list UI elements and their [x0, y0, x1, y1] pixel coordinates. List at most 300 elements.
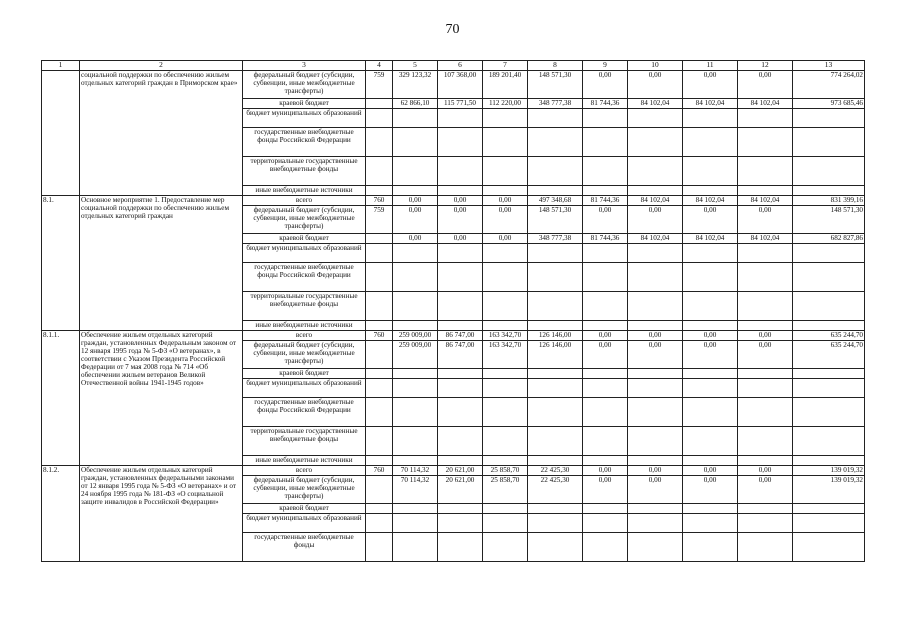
funding-source: краевой бюджет [243, 99, 366, 109]
amount-cell: 0,00 [583, 476, 628, 504]
amount-cell: 0,00 [738, 466, 793, 476]
amount-cell [583, 504, 628, 514]
amount-cell: 0,00 [483, 196, 528, 206]
amount-cell [738, 427, 793, 456]
amount-cell: 0,00 [683, 341, 738, 369]
amount-cell: 84 102,04 [738, 99, 793, 109]
amount-cell: 84 102,04 [683, 196, 738, 206]
header-cell: 8 [528, 61, 583, 71]
funding-source: бюджет муниципальных образований [243, 379, 366, 398]
amount-cell [583, 321, 628, 331]
amount-cell [393, 379, 438, 398]
funding-source: всего [243, 466, 366, 476]
amount-cell [583, 379, 628, 398]
funding-source: территориальные государственные внебюджетные фонды [243, 157, 366, 186]
amount-cell: 86 747,00 [438, 331, 483, 341]
amount-cell [628, 398, 683, 427]
amount-cell: 0,00 [628, 331, 683, 341]
amount-cell [793, 504, 865, 514]
amount-cell [628, 244, 683, 263]
amount-cell: 0,00 [438, 234, 483, 244]
amount-cell [438, 244, 483, 263]
amount-cell: 126 146,00 [528, 341, 583, 369]
amount-cell [528, 427, 583, 456]
amount-cell [683, 398, 738, 427]
amount-cell [438, 263, 483, 292]
amount-cell [528, 244, 583, 263]
page-number: 70 [445, 22, 460, 37]
amount-cell [583, 427, 628, 456]
amount-cell: 148 571,30 [528, 206, 583, 234]
budget-code [366, 456, 393, 466]
amount-cell [438, 292, 483, 321]
budget-code: 760 [366, 196, 393, 206]
amount-cell [793, 157, 865, 186]
amount-cell [393, 263, 438, 292]
amount-cell: 0,00 [628, 71, 683, 99]
budget-code: 760 [366, 466, 393, 476]
amount-cell [628, 128, 683, 157]
amount-cell: 139 019,32 [793, 466, 865, 476]
amount-cell [483, 398, 528, 427]
amount-cell [438, 109, 483, 128]
amount-cell [738, 369, 793, 379]
funding-source: краевой бюджет [243, 234, 366, 244]
amount-cell [583, 109, 628, 128]
budget-code [366, 514, 393, 533]
amount-cell: 0,00 [438, 196, 483, 206]
amount-cell [528, 533, 583, 562]
amount-cell [628, 379, 683, 398]
funding-source: федеральный бюджет (субсидии, субвенции, иные межбюджетные трансферты) [243, 341, 366, 369]
amount-cell [483, 427, 528, 456]
amount-cell [583, 186, 628, 196]
amount-cell [738, 514, 793, 533]
amount-cell [793, 186, 865, 196]
amount-cell [528, 514, 583, 533]
amount-cell: 635 244,70 [793, 331, 865, 341]
amount-cell: 0,00 [683, 206, 738, 234]
amount-cell [393, 321, 438, 331]
amount-cell [583, 128, 628, 157]
amount-cell [793, 514, 865, 533]
table-row [42, 71, 865, 99]
amount-cell [483, 292, 528, 321]
amount-cell [683, 321, 738, 331]
amount-cell [483, 128, 528, 157]
amount-cell: 20 621,00 [438, 466, 483, 476]
amount-cell: 0,00 [438, 206, 483, 234]
amount-cell: 84 102,04 [628, 99, 683, 109]
amount-cell [393, 292, 438, 321]
amount-cell [738, 109, 793, 128]
funding-source: федеральный бюджет (субсидии, субвенции, иные межбюджетные трансферты) [243, 206, 366, 234]
amount-cell: 0,00 [483, 234, 528, 244]
measure-name: Обеспечение жильем отдельных категорий граждан, установленных Федеральным законом от 12 января 1995 года № 5-ФЗ «О ветеранах», в соответствии с Указом Президента Российской Федерации от 7 мая 2008 года № 714 «Об обеспечении жильем ветеранов Великой Отечественной войны 1941-1945 годов» [80, 331, 243, 466]
amount-cell: 86 747,00 [438, 341, 483, 369]
amount-cell [483, 244, 528, 263]
amount-cell [738, 533, 793, 562]
budget-code [366, 128, 393, 157]
amount-cell: 0,00 [393, 234, 438, 244]
amount-cell [628, 427, 683, 456]
funding-source: государственные внебюджетные фонды [243, 533, 366, 562]
amount-cell: 774 264,02 [793, 71, 865, 99]
amount-cell [583, 456, 628, 466]
amount-cell [793, 456, 865, 466]
row-number [42, 71, 80, 196]
amount-cell: 107 368,00 [438, 71, 483, 99]
amount-cell [793, 369, 865, 379]
amount-cell [438, 128, 483, 157]
amount-cell: 973 685,46 [793, 99, 865, 109]
amount-cell [438, 379, 483, 398]
amount-cell: 0,00 [738, 331, 793, 341]
amount-cell: 139 019,32 [793, 476, 865, 504]
amount-cell [393, 369, 438, 379]
amount-cell [528, 456, 583, 466]
amount-cell [793, 292, 865, 321]
amount-cell [483, 321, 528, 331]
amount-cell [528, 186, 583, 196]
amount-cell: 62 866,10 [393, 99, 438, 109]
amount-cell: 0,00 [683, 466, 738, 476]
header-cell: 10 [628, 61, 683, 71]
amount-cell: 148 571,30 [528, 71, 583, 99]
amount-cell [583, 514, 628, 533]
amount-cell [683, 533, 738, 562]
amount-cell: 348 777,38 [528, 99, 583, 109]
amount-cell: 348 777,38 [528, 234, 583, 244]
budget-code [366, 504, 393, 514]
amount-cell [583, 244, 628, 263]
amount-cell: 25 858,70 [483, 476, 528, 504]
budget-table [41, 60, 865, 562]
amount-cell [483, 456, 528, 466]
amount-cell [628, 514, 683, 533]
funding-source: краевой бюджет [243, 369, 366, 379]
amount-cell: 0,00 [483, 206, 528, 234]
budget-code [366, 234, 393, 244]
amount-cell [528, 128, 583, 157]
amount-cell [628, 186, 683, 196]
amount-cell: 112 220,00 [483, 99, 528, 109]
amount-cell: 81 744,36 [583, 99, 628, 109]
amount-cell [528, 292, 583, 321]
amount-cell [393, 504, 438, 514]
amount-cell [683, 369, 738, 379]
amount-cell [683, 244, 738, 263]
amount-cell [528, 321, 583, 331]
header-cell: 11 [683, 61, 738, 71]
amount-cell [683, 514, 738, 533]
amount-cell [683, 109, 738, 128]
budget-code [366, 533, 393, 562]
amount-cell: 0,00 [683, 331, 738, 341]
amount-cell [393, 186, 438, 196]
amount-cell: 0,00 [628, 476, 683, 504]
funding-source: краевой бюджет [243, 504, 366, 514]
amount-cell [628, 321, 683, 331]
measure-name: Основное мероприятие 1. Предоставление мер социальной поддержки по обеспечению жильем отдельных категорий граждан [80, 196, 243, 331]
header-cell: 3 [243, 61, 366, 71]
amount-cell: 0,00 [738, 206, 793, 234]
amount-cell: 0,00 [583, 206, 628, 234]
budget-code [366, 263, 393, 292]
amount-cell [438, 427, 483, 456]
amount-cell [628, 456, 683, 466]
budget-code: 759 [366, 71, 393, 99]
amount-cell: 635 244,70 [793, 341, 865, 369]
funding-source: бюджет муниципальных образований [243, 109, 366, 128]
amount-cell: 25 858,70 [483, 466, 528, 476]
amount-cell [393, 128, 438, 157]
amount-cell [483, 369, 528, 379]
amount-cell: 0,00 [738, 476, 793, 504]
amount-cell [438, 456, 483, 466]
amount-cell: 329 123,32 [393, 71, 438, 99]
amount-cell: 148 571,30 [793, 206, 865, 234]
budget-code [366, 109, 393, 128]
funding-source: государственные внебюджетные фонды Российской Федерации [243, 398, 366, 427]
amount-cell: 259 009,00 [393, 331, 438, 341]
row-number: 8.1.1. [42, 331, 80, 466]
amount-cell: 84 102,04 [738, 234, 793, 244]
amount-cell [628, 109, 683, 128]
amount-cell [483, 263, 528, 292]
header-cell: 1 [42, 61, 80, 71]
amount-cell [483, 186, 528, 196]
measure-name: Обеспечение жильем отдельных категорий граждан, установленных федеральными законами от 12 января 1995 года № 5-ФЗ «О ветеранах» и от 24 ноября 1995 года № 181-ФЗ «О социальной защите инвалидов в Российской Федерации» [80, 466, 243, 562]
amount-cell: 0,00 [393, 206, 438, 234]
amount-cell [528, 109, 583, 128]
measure-name: социальной поддержки по обеспечению жильем отдельных категорий граждан в Приморском крае» [80, 71, 243, 196]
amount-cell [683, 379, 738, 398]
funding-source: иные внебюджетные источники [243, 456, 366, 466]
budget-code [366, 341, 393, 369]
amount-cell: 84 102,04 [628, 196, 683, 206]
amount-cell [438, 369, 483, 379]
amount-cell [393, 244, 438, 263]
amount-cell [528, 157, 583, 186]
amount-cell [738, 157, 793, 186]
amount-cell: 81 744,36 [583, 234, 628, 244]
budget-code [366, 398, 393, 427]
amount-cell: 682 827,86 [793, 234, 865, 244]
budget-code [366, 186, 393, 196]
amount-cell [738, 456, 793, 466]
amount-cell [738, 128, 793, 157]
amount-cell [393, 427, 438, 456]
amount-cell [438, 504, 483, 514]
amount-cell: 0,00 [628, 341, 683, 369]
budget-code [366, 244, 393, 263]
header-cell: 7 [483, 61, 528, 71]
amount-cell: 81 744,36 [583, 196, 628, 206]
amount-cell: 0,00 [583, 466, 628, 476]
amount-cell [528, 263, 583, 292]
amount-cell [583, 369, 628, 379]
amount-cell [583, 157, 628, 186]
amount-cell: 84 102,04 [683, 99, 738, 109]
funding-source: всего [243, 196, 366, 206]
amount-cell [483, 379, 528, 398]
amount-cell [683, 186, 738, 196]
amount-cell [438, 533, 483, 562]
amount-cell [628, 157, 683, 186]
budget-code [366, 157, 393, 186]
amount-cell [393, 533, 438, 562]
funding-source: бюджет муниципальных образований [243, 244, 366, 263]
amount-cell: 0,00 [393, 196, 438, 206]
amount-cell [438, 186, 483, 196]
funding-source: бюджет муниципальных образований [243, 514, 366, 533]
budget-code [366, 379, 393, 398]
amount-cell: 0,00 [583, 71, 628, 99]
amount-cell [683, 292, 738, 321]
table-row [42, 196, 865, 206]
amount-cell [483, 533, 528, 562]
budget-code [366, 476, 393, 504]
header-cell: 4 [366, 61, 393, 71]
amount-cell [793, 109, 865, 128]
row-number: 8.1. [42, 196, 80, 331]
amount-cell: 70 114,32 [393, 476, 438, 504]
amount-cell [528, 398, 583, 427]
amount-cell [583, 398, 628, 427]
header-cell: 2 [80, 61, 243, 71]
funding-source: территориальные государственные внебюджетные фонды [243, 427, 366, 456]
amount-cell [738, 292, 793, 321]
funding-source: государственные внебюджетные фонды Российской Федерации [243, 128, 366, 157]
amount-cell: 163 342,70 [483, 331, 528, 341]
amount-cell [738, 504, 793, 514]
budget-code [366, 427, 393, 456]
amount-cell [793, 128, 865, 157]
amount-cell [438, 157, 483, 186]
amount-cell: 84 102,04 [628, 234, 683, 244]
amount-cell [793, 263, 865, 292]
amount-cell: 126 146,00 [528, 331, 583, 341]
amount-cell [528, 379, 583, 398]
header-row [42, 61, 865, 71]
header-cell: 6 [438, 61, 483, 71]
amount-cell [683, 504, 738, 514]
header-cell: 5 [393, 61, 438, 71]
amount-cell: 0,00 [583, 341, 628, 369]
amount-cell: 259 009,00 [393, 341, 438, 369]
amount-cell: 0,00 [738, 71, 793, 99]
amount-cell [393, 109, 438, 128]
table-row [42, 331, 865, 341]
budget-code [366, 99, 393, 109]
amount-cell [738, 321, 793, 331]
amount-cell [738, 186, 793, 196]
amount-cell [793, 533, 865, 562]
amount-cell [628, 369, 683, 379]
amount-cell [393, 456, 438, 466]
amount-cell [438, 514, 483, 533]
amount-cell [738, 379, 793, 398]
funding-source: всего [243, 331, 366, 341]
funding-source: государственные внебюджетные фонды Российской Федерации [243, 263, 366, 292]
amount-cell [583, 292, 628, 321]
amount-cell: 115 771,50 [438, 99, 483, 109]
amount-cell [683, 456, 738, 466]
amount-cell [683, 263, 738, 292]
amount-cell [628, 292, 683, 321]
amount-cell [583, 263, 628, 292]
amount-cell: 0,00 [738, 341, 793, 369]
funding-source: иные внебюджетные источники [243, 321, 366, 331]
amount-cell [628, 533, 683, 562]
amount-cell [683, 157, 738, 186]
amount-cell [393, 514, 438, 533]
amount-cell [528, 504, 583, 514]
budget-code: 759 [366, 206, 393, 234]
amount-cell [628, 263, 683, 292]
amount-cell [583, 533, 628, 562]
funding-source: территориальные государственные внебюджетные фонды [243, 292, 366, 321]
amount-cell [483, 109, 528, 128]
amount-cell [438, 398, 483, 427]
amount-cell [438, 321, 483, 331]
amount-cell [738, 263, 793, 292]
amount-cell [528, 369, 583, 379]
amount-cell [628, 504, 683, 514]
amount-cell: 70 114,32 [393, 466, 438, 476]
amount-cell [483, 504, 528, 514]
amount-cell [793, 321, 865, 331]
amount-cell: 22 425,30 [528, 466, 583, 476]
header-cell: 13 [793, 61, 865, 71]
amount-cell [683, 427, 738, 456]
funding-source: иные внебюджетные источники [243, 186, 366, 196]
amount-cell [793, 244, 865, 263]
budget-code [366, 292, 393, 321]
budget-code [366, 369, 393, 379]
amount-cell: 497 348,68 [528, 196, 583, 206]
amount-cell [738, 398, 793, 427]
funding-source: федеральный бюджет (субсидии, субвенции, иные межбюджетные трансферты) [243, 71, 366, 99]
amount-cell [683, 128, 738, 157]
amount-cell: 163 342,70 [483, 341, 528, 369]
amount-cell: 0,00 [628, 466, 683, 476]
amount-cell [483, 157, 528, 186]
amount-cell: 0,00 [583, 331, 628, 341]
table-row [42, 466, 865, 476]
amount-cell [393, 157, 438, 186]
amount-cell: 831 399,16 [793, 196, 865, 206]
amount-cell [483, 514, 528, 533]
amount-cell: 84 102,04 [738, 196, 793, 206]
header-cell: 12 [738, 61, 793, 71]
amount-cell [793, 379, 865, 398]
funding-source: федеральный бюджет (субсидии, субвенции, иные межбюджетные трансферты) [243, 476, 366, 504]
amount-cell: 22 425,30 [528, 476, 583, 504]
row-number: 8.1.2. [42, 466, 80, 562]
budget-code [366, 321, 393, 331]
amount-cell: 84 102,04 [683, 234, 738, 244]
amount-cell: 0,00 [683, 476, 738, 504]
amount-cell [793, 398, 865, 427]
amount-cell: 0,00 [628, 206, 683, 234]
amount-cell [738, 244, 793, 263]
header-cell: 9 [583, 61, 628, 71]
amount-cell: 0,00 [683, 71, 738, 99]
amount-cell [793, 427, 865, 456]
amount-cell: 189 201,40 [483, 71, 528, 99]
